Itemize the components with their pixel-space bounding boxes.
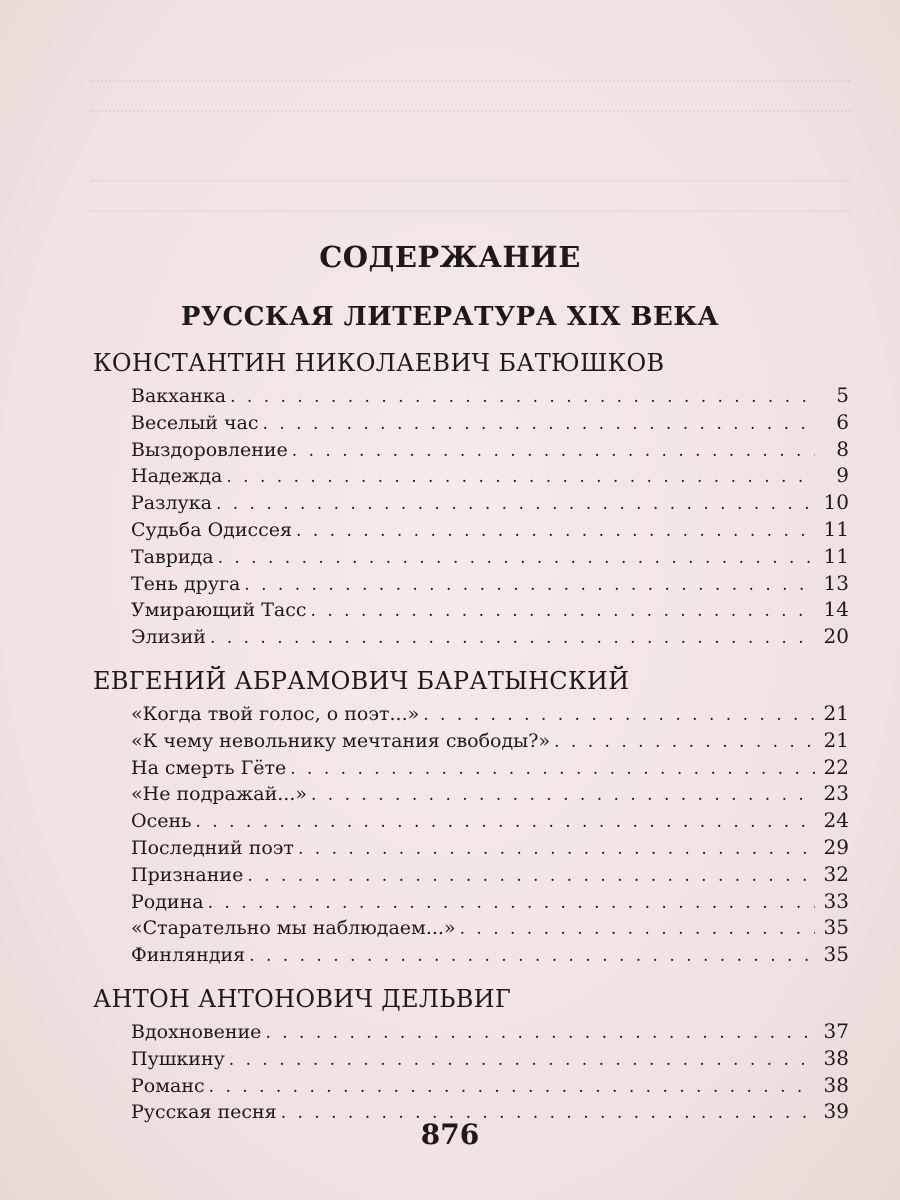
toc-entry <box>93 409 849 436</box>
toc-entry <box>93 700 849 727</box>
toc-section <box>93 346 849 650</box>
section-author: АНТОН АНТОНОВИЧ ДЕЛЬВИГ <box>93 984 512 1013</box>
section-author: КОНСТАНТИН НИКОЛАЕВИЧ БАТЮШКОВ <box>93 349 665 377</box>
toc-section <box>93 664 849 968</box>
entry-page: 22 <box>823 754 849 779</box>
entry-page: 32 <box>823 861 849 886</box>
entry-title: Веселый час <box>131 411 259 434</box>
leader-dots <box>209 1074 815 1101</box>
leader-dots <box>460 916 815 943</box>
entry-title: Таврида <box>131 545 214 568</box>
toc-entry <box>93 462 849 489</box>
entry-title: Пушкину <box>131 1047 225 1070</box>
toc-entry <box>93 807 849 834</box>
toc-entry <box>93 754 849 781</box>
leader-dots <box>554 729 815 756</box>
leader-dots <box>296 518 815 545</box>
leader-dots <box>229 1047 815 1074</box>
leader-dots <box>298 836 815 863</box>
entry-title: «Не подражай...» <box>131 783 307 806</box>
page-subtitle: РУССКАЯ ЛИТЕРАТУРА XIX ВЕКА <box>180 302 720 332</box>
toc-entry <box>93 436 849 463</box>
page-number: 876 <box>420 1118 480 1151</box>
toc-entry <box>93 1045 849 1072</box>
entry-page: 10 <box>823 490 849 515</box>
leader-dots <box>265 1020 815 1047</box>
entry-page: 13 <box>823 570 849 595</box>
leader-dots <box>244 572 815 599</box>
leader-dots <box>218 545 815 572</box>
entry-title: Финляндия <box>131 944 246 967</box>
entry-title: Тень друга <box>131 572 241 595</box>
leader-dots <box>290 756 815 783</box>
leader-dots <box>292 438 815 465</box>
entry-page: 11 <box>823 543 849 568</box>
entry-title: Выздоровление <box>131 438 288 461</box>
show-through-line <box>90 110 850 122</box>
section-author: ЕВГЕНИЙ АБРАМОВИЧ БАРАТЫНСКИЙ <box>93 666 630 695</box>
show-through-line <box>90 180 850 192</box>
leader-dots <box>311 782 815 809</box>
entry-title: На смерть Гёте <box>131 756 287 779</box>
entry-page: 6 <box>836 409 849 434</box>
leader-dots <box>195 809 815 836</box>
show-through-line <box>90 80 850 92</box>
entry-title: Романс <box>131 1074 205 1097</box>
entry-title: Надежда <box>131 465 223 488</box>
toc-entry <box>93 489 849 516</box>
entry-title: Умирающий Тасс <box>131 599 307 622</box>
toc-entry <box>93 1072 849 1099</box>
entry-title: Разлука <box>131 492 212 515</box>
toc-entry <box>93 382 849 409</box>
toc-entry <box>93 780 849 807</box>
toc-entry <box>93 543 849 570</box>
entry-page: 39 <box>823 1099 849 1124</box>
toc-entry <box>93 570 849 597</box>
entry-title: Русская песня <box>131 1101 277 1124</box>
toc-entry <box>93 888 849 915</box>
leader-dots <box>249 943 815 970</box>
entry-page: 38 <box>823 1072 849 1097</box>
leader-dots <box>230 384 815 411</box>
entry-title: «Когда твой голос, о поэт...» <box>131 702 420 725</box>
table-of-contents <box>93 346 849 1139</box>
entry-page: 37 <box>823 1018 849 1043</box>
entry-page: 38 <box>823 1045 849 1070</box>
entry-title: «Старательно мы наблюдаем...» <box>131 917 456 940</box>
toc-entry <box>93 941 849 968</box>
entry-page: 11 <box>823 516 849 541</box>
entry-page: 35 <box>823 915 849 940</box>
entry-title: Вдохновение <box>131 1020 262 1043</box>
entry-page: 35 <box>823 942 849 967</box>
toc-section <box>93 982 849 1125</box>
entry-title: Признание <box>131 863 244 886</box>
entry-page: 21 <box>823 700 849 725</box>
toc-entry <box>93 727 849 754</box>
toc-entry <box>93 516 849 543</box>
leader-dots <box>423 702 815 729</box>
leader-dots <box>208 890 815 917</box>
entry-title: Элизий <box>131 626 206 649</box>
entry-page: 33 <box>823 888 849 913</box>
leader-dots <box>247 863 815 890</box>
leader-dots <box>226 464 815 491</box>
page-title: СОДЕРЖАНИЕ <box>319 240 581 274</box>
leader-dots <box>210 625 815 652</box>
entry-page: 8 <box>836 436 849 461</box>
toc-entry <box>93 861 849 888</box>
entry-page: 24 <box>823 808 849 833</box>
entry-page: 9 <box>836 463 849 488</box>
entry-page: 23 <box>823 781 849 806</box>
entry-title: Вакханка <box>131 385 227 407</box>
entry-title: «К чему невольнику мечтания свободы?» <box>131 729 551 752</box>
leader-dots <box>263 411 815 438</box>
entry-page: 21 <box>823 727 849 752</box>
entry-title: Судьба Одиссея <box>131 518 293 541</box>
entry-title: Родина <box>131 890 204 913</box>
toc-entry <box>93 596 849 623</box>
entry-page: 20 <box>823 624 849 649</box>
show-through-line <box>90 210 850 222</box>
leader-dots <box>311 598 815 625</box>
entry-title: Последний поэт <box>131 836 294 859</box>
entry-title: Осень <box>131 810 192 833</box>
toc-entry <box>93 1018 849 1045</box>
toc-entry <box>93 914 849 941</box>
entry-page: 14 <box>823 597 849 622</box>
leader-dots <box>216 491 815 518</box>
entry-page: 5 <box>836 383 849 407</box>
toc-entry <box>93 623 849 650</box>
entry-page: 29 <box>823 834 849 859</box>
toc-entry <box>93 834 849 861</box>
